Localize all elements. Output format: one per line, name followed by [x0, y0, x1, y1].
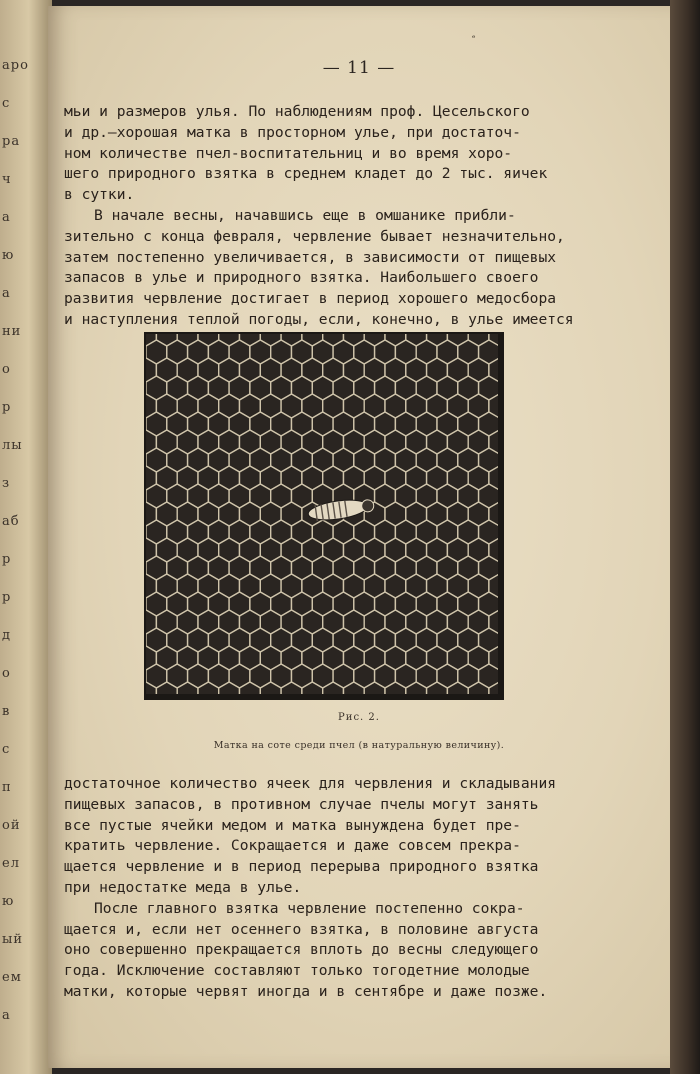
text-line: щается и, если нет осеннего взятка, в половине августа [64, 920, 539, 938]
left-page-fragment: р [2, 552, 12, 567]
text-line: матки, которые червят иногда и в сентябре и даже позже. [64, 982, 548, 1000]
text-line: развития червление достигает в период хорошего медосбора [64, 290, 557, 308]
text-line: шего природного взятка в среднем кладет до 2 тыс. яичек [64, 165, 548, 183]
page-number: — 11 — [322, 58, 396, 78]
text-line: кратить червление. Сокращается и даже совсем прекра- [64, 837, 521, 855]
left-page-fragment: ем [2, 970, 22, 985]
text-line: при недостатке меда в улье. [64, 878, 302, 896]
left-page-fragment: р [2, 400, 12, 415]
text-line: и наступления теплой погоды, если, конечно, в улье имеется [64, 310, 574, 328]
left-page-fragment: п [2, 780, 12, 795]
text-line: и др.—хорошая матка в просторном улье, при достаточ- [64, 123, 521, 141]
text-block-top [64, 102, 604, 331]
left-page-fragment: с [2, 742, 11, 757]
left-page-fragment: ой [2, 818, 21, 833]
left-page-fragment: а [2, 210, 11, 225]
text-block-bottom [64, 774, 604, 1003]
left-page-fragment: ю [2, 248, 15, 263]
left-page-fragment: ый [2, 932, 24, 947]
text-line: в сутки. [64, 186, 135, 204]
left-page-fragment: о [2, 362, 11, 377]
text-line: щается червление и в период перерыва природного взятка [64, 858, 539, 876]
text-line: После главного взятка червление постепенно сокра- [94, 899, 525, 917]
left-page-fragment: д [2, 628, 12, 643]
left-page-fragment: с [2, 96, 11, 111]
text-line: все пустые ячейки медом и матка вынуждена будет пре- [64, 816, 521, 834]
text-line: пищевых запасов, в противном случае пчелы могут занять [64, 795, 539, 813]
bee-comb-illustration [144, 332, 504, 700]
left-page-fragment: аб [2, 514, 20, 529]
left-page-fragment: в [2, 704, 11, 719]
left-page-fragment: ч [2, 172, 12, 187]
right-page-edge [670, 0, 700, 1074]
left-page-fragment: лы [2, 438, 23, 453]
text-line: оно совершенно прекращается вплоть до весны следующего [64, 941, 539, 959]
text-line: запасов в улье и природного взятка. Наибольшего своего [64, 269, 539, 287]
illustration-svg [146, 334, 498, 694]
page-mark: ᵉ [472, 34, 476, 44]
text-line: зительно с конца февраля, червление бывает незначительно, [64, 227, 565, 245]
text-line: ном количестве пчел-воспитательниц и во время хоро- [64, 144, 513, 162]
text-line: достаточное количество ячеек для червления и складывания [64, 775, 557, 792]
book-page [48, 6, 670, 1068]
figure-caption: Матка на соте среди пчел (в натуральную величину). [213, 740, 505, 751]
text-line: затем постепенно увеличивается, в зависимости от пищевых [64, 248, 557, 266]
left-page-fragment: о [2, 666, 11, 681]
left-page-fragment: аро [2, 58, 29, 73]
text-line: года. Исключение составляют только тогодетние молодые [64, 962, 530, 980]
figure-number: Рис. 2. [338, 712, 380, 723]
left-page-fragment: ю [2, 894, 15, 909]
left-page-fragment: ни [2, 324, 22, 339]
left-page-fragment: з [2, 476, 11, 491]
text-line: мьи и размеров улья. По наблюдениям проф. Цесельского [64, 103, 530, 120]
left-page-edge [0, 0, 52, 1074]
left-page-fragment: а [2, 286, 11, 301]
left-page-fragment: а [2, 1008, 11, 1023]
left-page-fragment: ра [2, 134, 21, 149]
left-page-fragment: ел [2, 856, 20, 871]
text-line: В начале весны, начавшись еще в омшанике прибли- [94, 206, 516, 224]
left-page-fragment: р [2, 590, 12, 605]
